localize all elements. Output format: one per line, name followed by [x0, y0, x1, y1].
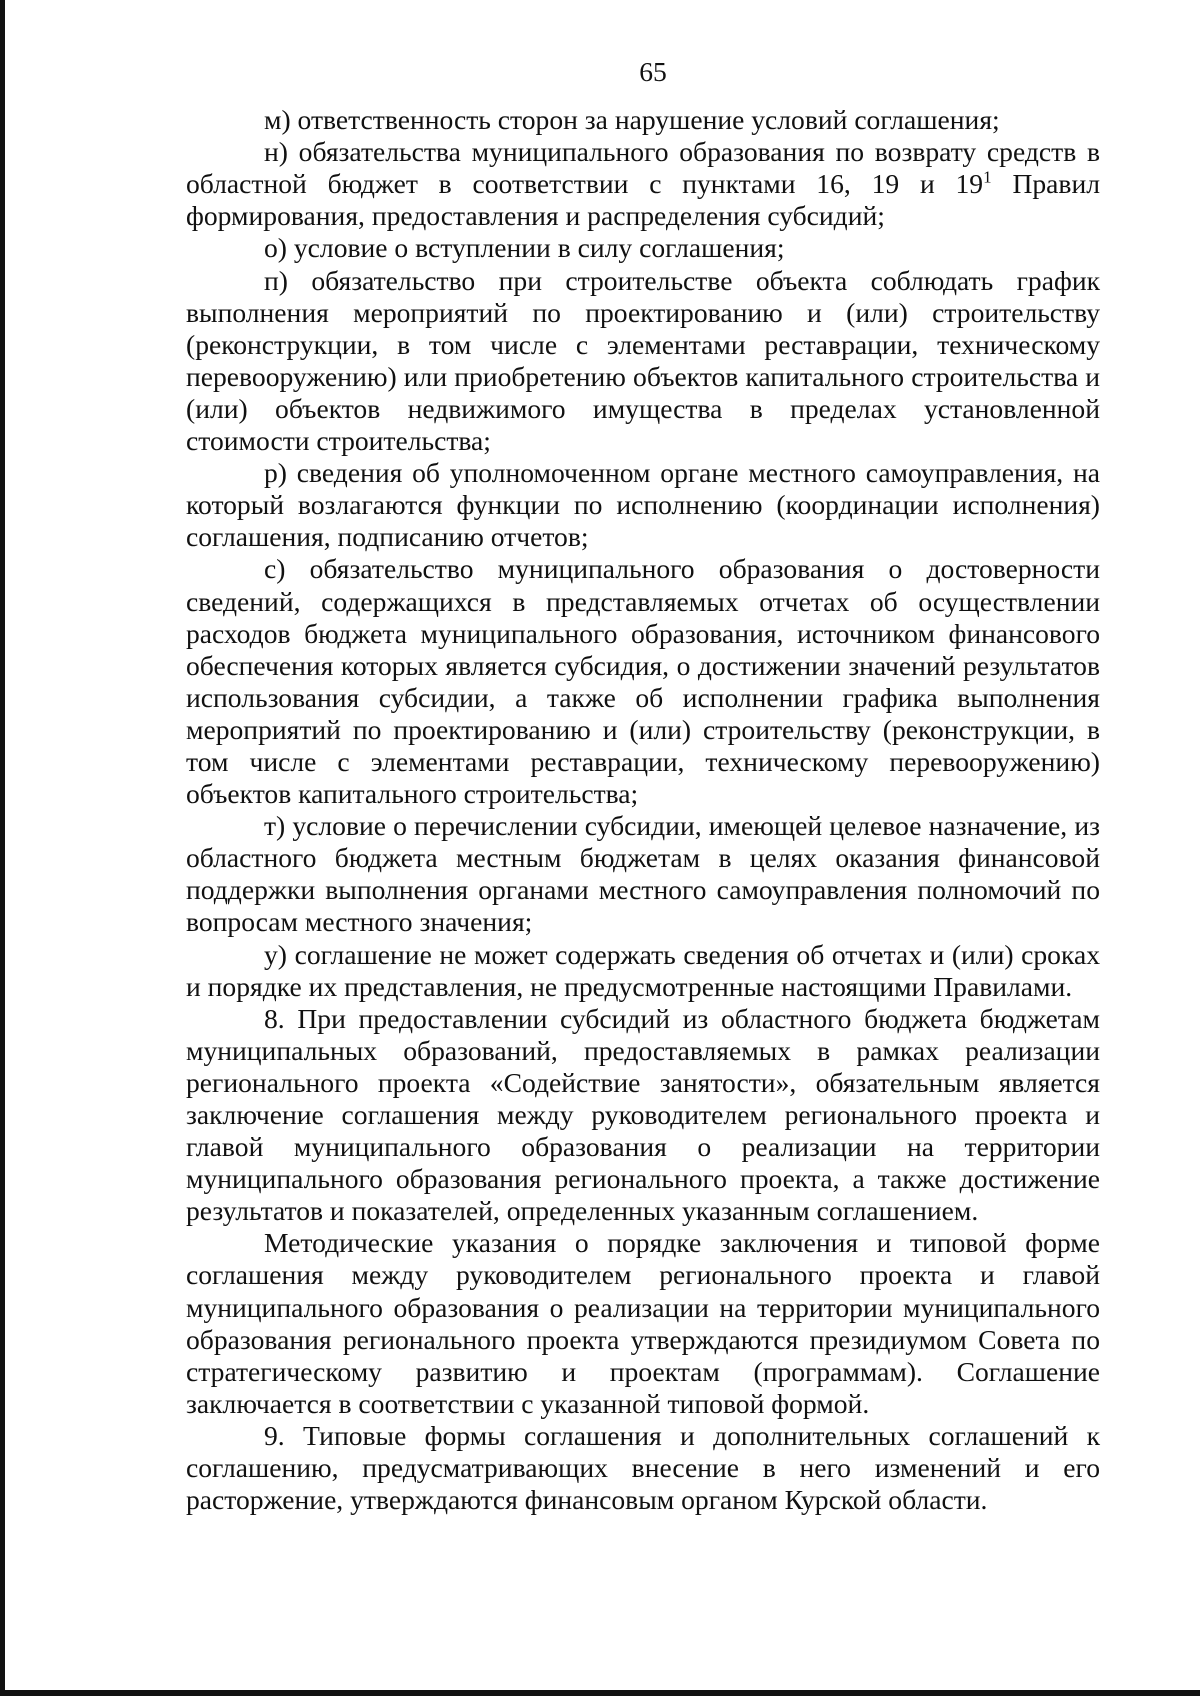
paragraph-s: с) обязательство муниципального образования о достоверности сведений, содержащихся в представляемых отчетах об осуществлении расходов бюджета муниципального образования, источником финансового обеспечения которых является субсидия, о достижении значений результатов использования субсидии, а также об исполнении графика выполнения мероприятий по проектированию и (или) строительству (реконструкции, в том числе с элементами реставрации, техническому перевооружению) объектов капитального строительства;	[186, 553, 1100, 810]
paragraph-p: п) обязательство при строительстве объекта соблюдать график выполнения мероприятий по проектированию и (или) строительству (реконструкции, в том числе с элементами реставрации, техническому перевооружению) или приобретению объектов капитального строительства и (или) объектов недвижимого имущества в пределах установленной стоимости строительства;	[186, 264, 1100, 457]
paragraph-methodical: Методические указания о порядке заключения и типовой форме соглашения между руководителем регионального проекта и главой муниципального образования о реализации на территории муниципального образования регионального проекта утверждаются президиумом Совета по стратегическому развитию и проектам (программам). Соглашение заключается в соответствии с указанной типовой формой.	[186, 1227, 1100, 1419]
paragraph-9: 9. Типовые формы соглашения и дополнительных соглашений к соглашению, предусматривающих внесение в него изменений и его расторжение, утверждаются финансовым органом Курской области.	[186, 1419, 1100, 1516]
page-number: 65	[639, 56, 667, 87]
paragraph-m: м) ответственность сторон за нарушение условий соглашения;	[264, 104, 1000, 136]
paragraph-u: у) соглашение не может содержать сведения об отчетах и (или) сроках и порядке их представления, не предусмотренные настоящими Правилами.	[186, 938, 1100, 1002]
document-page	[186, 56, 1100, 1516]
scan-edge-left	[0, 0, 5, 1696]
paragraph-8: 8. При предоставлении субсидий из областного бюджета бюджетам муниципальных образований, предоставляемых в рамках реализации регионального проекта «Содействие занятости», обязательным является заключение соглашения между руководителем регионального проекта и главой муниципального образования о реализации на территории муниципального образования регионального проекта, а также достижение результатов и показателей, определенных указанным соглашением.	[186, 1002, 1100, 1227]
scan-edge-bottom	[0, 1690, 1200, 1696]
paragraph-n	[186, 136, 1100, 232]
paragraph-n-text: н) обязательства муниципального образования по возврату средств в областной бюджет в соответствии с пунктами 16, 19 и 19	[186, 136, 1100, 200]
paragraph-r: р) сведения об уполномоченном органе местного самоуправления, на который возлагаются функции по исполнению (координации исполнения) соглашения, подписанию отчетов;	[186, 457, 1100, 553]
paragraph-t: т) условие о перечислении субсидии, имеющей целевое назначение, из областного бюджета местным бюджетам в целях оказания финансовой поддержки выполнения органами местного самоуправления полномочий по вопросам местного значения;	[186, 810, 1100, 938]
paragraph-n-text-cont: Правил формирования, предоставления и распределения субсидий;	[186, 168, 1100, 232]
paragraph-o: о) условие о вступлении в силу соглашения;	[264, 232, 785, 264]
superscript-mark: 1	[983, 168, 992, 188]
